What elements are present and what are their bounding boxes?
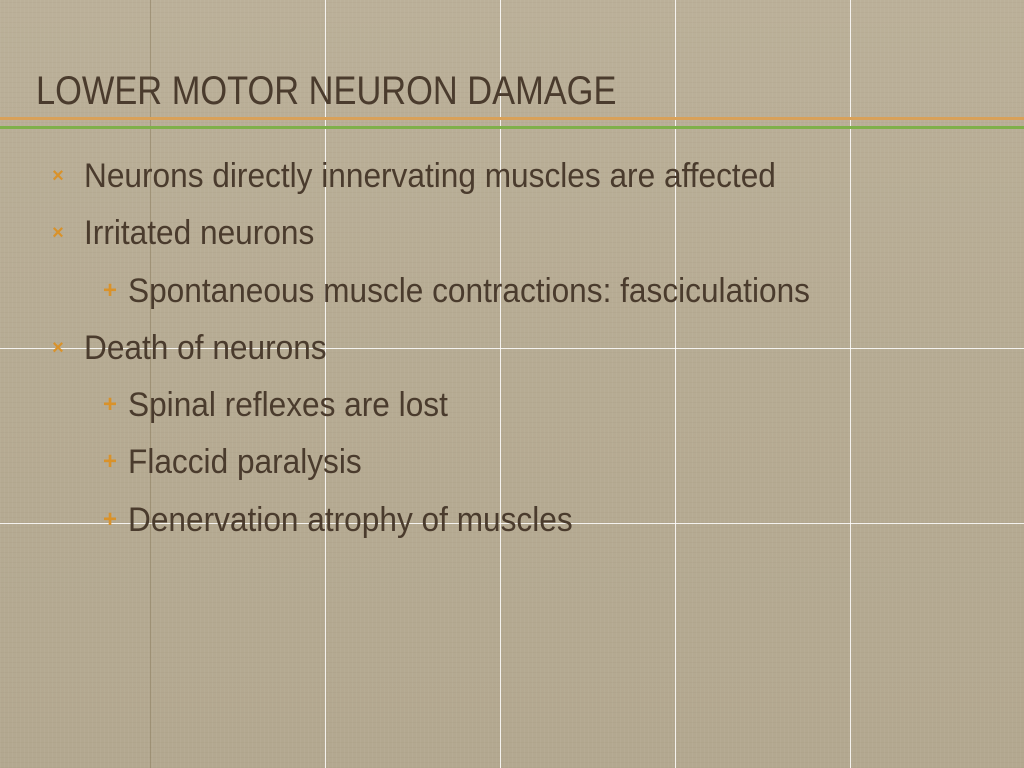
list-item <box>102 442 379 482</box>
list-item-text: Denervation atrophy of muscles <box>128 501 573 539</box>
plus-bullet-icon: + <box>102 448 117 475</box>
list-item <box>102 500 606 540</box>
background-grid-line <box>675 0 676 768</box>
title-divider-orange <box>0 117 1024 120</box>
list-item-text: Neurons directly innervating muscles are affected <box>84 157 776 195</box>
x-mark-bullet-icon: × <box>52 165 64 187</box>
list-item <box>102 385 472 425</box>
list-item-text: Irritated neurons <box>84 214 315 252</box>
x-mark-bullet-icon: × <box>52 222 64 244</box>
plus-bullet-icon: + <box>102 277 117 304</box>
title-divider-green <box>0 126 1024 129</box>
slide-title: LOWER MOTOR NEURON DAMAGE <box>36 69 617 113</box>
list-item <box>52 156 828 196</box>
list-item-text: Spontaneous muscle contractions: fasciculations <box>128 272 810 310</box>
plus-bullet-icon: + <box>102 506 117 533</box>
list-item <box>102 271 861 311</box>
x-mark-bullet-icon: × <box>52 337 64 359</box>
list-item <box>52 213 332 253</box>
list-item-text: Flaccid paralysis <box>128 443 362 481</box>
background-grid-line <box>850 0 851 768</box>
list-item-text: Spinal reflexes are lost <box>128 386 448 424</box>
list-item <box>52 328 345 368</box>
list-item-text: Death of neurons <box>84 329 327 367</box>
plus-bullet-icon: + <box>102 391 117 418</box>
